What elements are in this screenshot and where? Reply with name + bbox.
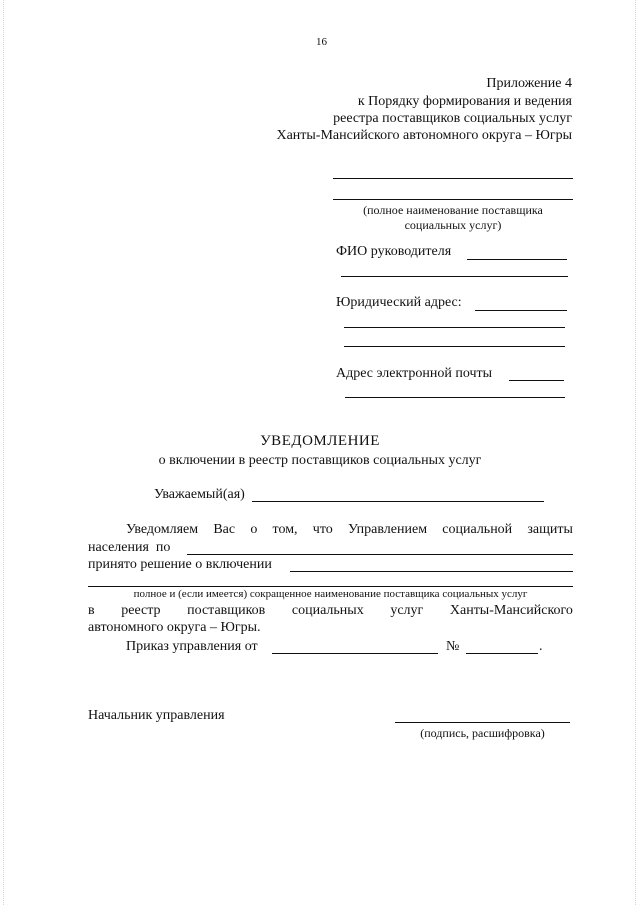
provider-name-hint-2: социальных услуг) [404,218,502,232]
head-fio-line-1 [467,259,567,260]
p1-word: социальной [442,522,513,537]
appendix-line-4: Ханты-Мансийского автономного округа – Югры [276,128,572,143]
order-date-line [272,653,438,654]
email-line-1 [509,380,564,381]
page-number: 16 [316,36,327,48]
p1-word: Управлением [347,522,428,537]
provider-full-name-line [88,586,573,587]
head-fio-label: ФИО руководителя [336,244,452,259]
order-end-dot: . [539,639,543,654]
p1-word: о [250,522,258,537]
p1-word: том, [272,522,298,537]
provider-name-hint-1: (полное наименование поставщика [363,203,543,217]
order-label: Приказ управления от [126,639,258,654]
p2-word: Ханты-Мансийского [449,603,573,618]
appendix-line-3: реестра поставщиков социальных услуг [333,111,572,126]
p2-word: реестр [121,603,161,618]
document-subtitle: о включении в реестр поставщиков социальных услуг [158,453,482,468]
p2-word: услуг [390,603,424,618]
p2-word: поставщиков [187,603,266,618]
email-line-2 [345,397,565,398]
provider-name-hint: полное и (если имеется) сокращенное наименование поставщика социальных услуг [133,588,528,600]
greeting-label: Уважаемый(ая) [154,487,245,502]
department-line [187,554,573,555]
decision-line [290,571,573,572]
document-title: УВЕДОМЛЕНИЕ [260,433,380,449]
signer-title: Начальник управления [88,708,225,723]
p2-word: социальных [291,603,364,618]
legal-address-line-3 [344,346,565,347]
appendix-line-1: Приложение 4 [486,76,572,91]
signature-line [395,722,570,723]
p1-word: защиты [527,522,573,537]
legal-address-line-2 [344,327,565,328]
paragraph-2-line-1 [88,603,573,619]
legal-address-line-1 [475,310,567,311]
appendix-line-2: к Порядку формирования и ведения [357,94,572,109]
paragraph-2-line-2: автономного округа – Югры. [88,620,261,635]
legal-address-label: Юридический адрес: [336,295,462,310]
signature-hint: (подпись, расшифровка) [420,726,545,740]
order-number-sign: № [446,639,460,654]
paragraph-1-line-3: принято решение о включении [88,557,272,572]
p1-word: Вас [213,522,236,537]
email-label: Адрес электронной почты [336,366,493,381]
p2-word: в [88,603,95,618]
p1-word: что [312,522,333,537]
paragraph-1-line-1 [126,522,573,538]
head-fio-line-2 [341,276,568,277]
provider-name-line-1 [333,178,573,179]
order-number-line [466,653,538,654]
paragraph-1-line-2: населения по [88,540,171,555]
greeting-line [252,501,544,502]
p1-word: Уведомляем [126,522,199,537]
provider-name-line-2 [333,199,573,200]
